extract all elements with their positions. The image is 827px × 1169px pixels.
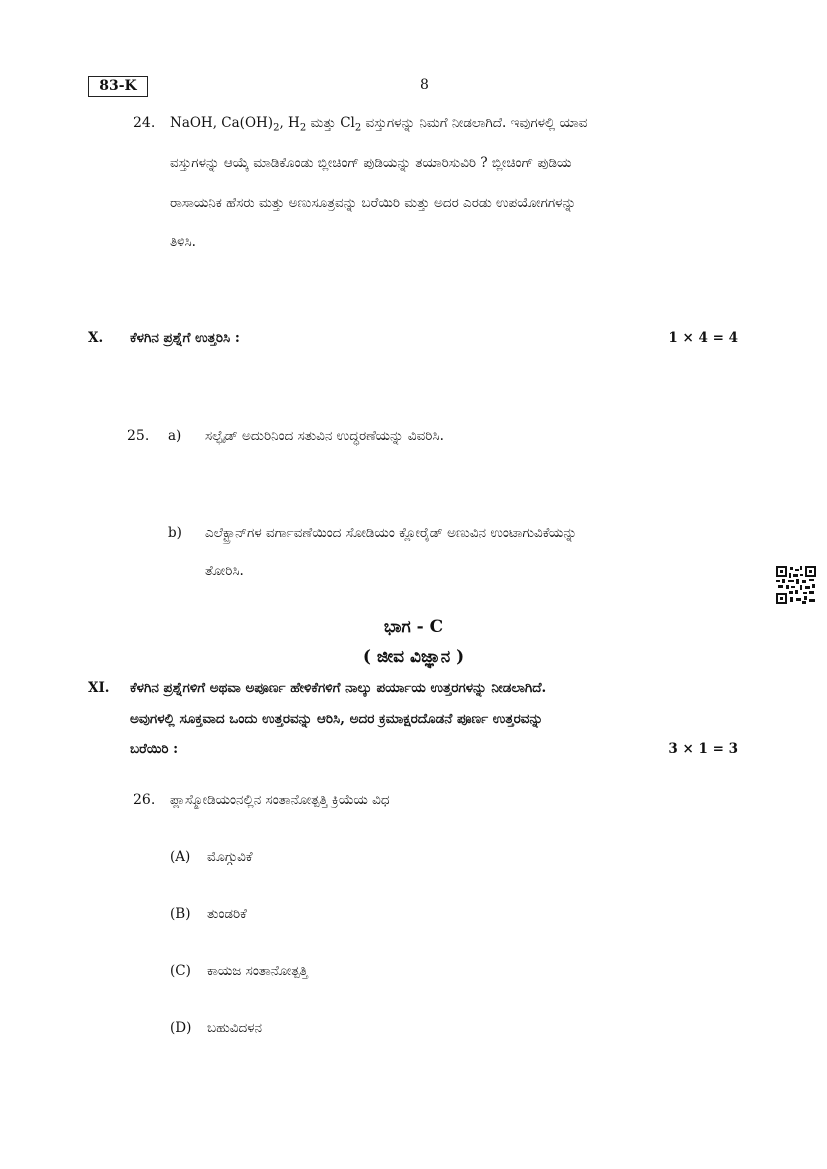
chem-h2: $H_2$: [288, 115, 307, 134]
page-number: 8: [420, 77, 429, 93]
section-xi-line-3: ಬರೆಯಿರಿ :: [130, 741, 179, 757]
section-xi-marks: 3 × 1 = 3: [668, 741, 738, 757]
question-25a-text: ಸಲ್ಫೈಡ್ ಅದುರಿನಿಂದ ಸತುವಿನ ಉದ್ಧರಣೆಯನ್ನು ವಿವರಿಸಿ.: [205, 428, 444, 444]
question-25b-label: b): [168, 525, 182, 541]
question-25-number: 25.: [127, 428, 150, 444]
question-25a-label: a): [168, 428, 182, 444]
question-24-line-3: ರಾಸಾಯನಿಕ ಹೆಸರು ಮತ್ತು ಅಣುಸೂತ್ರವನ್ನು ಬರೆಯಿರಿ ಮತ್ತು ಅದರ ಎರಡು ಉಪಯೋಗಗಳನ್ನು: [170, 195, 577, 211]
part-c-subtitle: ( ಜೀವ ವಿಜ್ಞಾನ ): [362, 647, 465, 667]
question-24-line-1-rest: ವಸ್ತುಗಳನ್ನು ನಿಮಗೆ ನೀಡಲಾಗಿದೆ. ಇವುಗಳಲ್ಲಿ ಯಾವ: [365, 115, 588, 131]
chem-caoh2: $Ca(OH)_2$,: [221, 115, 284, 134]
section-xi-line-2: ಅವುಗಳಲ್ಲಿ ಸೂಕ್ತವಾದ ಒಂದು ಉತ್ತರವನ್ನು ಆರಿಸಿ, ಅದರ ಕ್ರಮಾಕ್ಷರದೊಡನೆ ಪೂರ್ಣ ಉತ್ತರವನ್ನು: [130, 711, 544, 727]
option-a-label: (A): [170, 849, 191, 865]
option-b-text: ತುಂಡರಿಕೆ: [207, 906, 247, 922]
option-d-label: (D): [170, 1020, 192, 1036]
option-c-text: ಕಾಯಜ ಸಂತಾನೋತ್ಪತ್ತಿ: [207, 963, 308, 979]
chem-cl2: $Cl_2$: [340, 115, 362, 134]
section-x-label: X.: [88, 330, 104, 346]
qr-code-icon: [776, 566, 816, 604]
option-a-text: ಮೊಗ್ಗುವಿಕೆ: [207, 849, 253, 865]
section-x-marks: 1 × 4 = 4: [668, 330, 738, 346]
question-25b-line-1: ಎಲೆಕ್ಟ್ರಾನ್‌ಗಳ ವರ್ಗಾವಣೆಯಿಂದ ಸೋಡಿಯಂ ಕ್ಲೋರೈಡ್ ಅಣುವಿನ ಉಂಟಾಗುವಿಕೆಯನ್ನು: [205, 525, 577, 541]
option-b-label: (B): [170, 906, 191, 922]
question-26-number: 26.: [133, 792, 156, 808]
section-xi-label: XI.: [88, 680, 110, 696]
section-xi-line-1: ಕೆಳಗಿನ ಪ್ರಶ್ನೆಗಳಿಗೆ ಅಥವಾ ಅಪೂರ್ಣ ಹೇಳಿಕೆಗಳಿಗೆ ನಾಲ್ಕು ಪರ್ಯಾಯ ಉತ್ತರಗಳನ್ನು ನೀಡಲಾಗಿದೆ.: [130, 680, 547, 696]
question-24-line-2: ವಸ್ತುಗಳನ್ನು ಆಯ್ಕೆ ಮಾಡಿಕೊಂಡು ಬ್ಲೀಚಿಂಗ್ ಪುಡಿಯನ್ನು ತಯಾರಿಸುವಿರಿ ? ಬ್ಲೀಚಿಂಗ್ ಪುಡಿಯ: [170, 155, 572, 171]
question-24-line-4: ತಿಳಿಸಿ.: [170, 234, 196, 250]
option-d-text: ಬಹುವಿದಳನ: [207, 1020, 263, 1036]
option-c-label: (C): [170, 963, 191, 979]
part-c-title: ಭಾಗ - C: [383, 617, 444, 637]
question-25b-line-2: ತೋರಿಸಿ.: [205, 563, 244, 579]
question-26-text: ಪ್ಲಾಸ್ಮೋಡಿಯಂನಲ್ಲಿನ ಸಂತಾನೋತ್ಪತ್ತಿ ಕ್ರಿಯೆಯ ವಿಧ: [170, 792, 390, 808]
paper-code-box: 83-K: [88, 76, 148, 97]
chem-naoh: NaOH,: [170, 115, 217, 131]
section-x-title: ಕೆಳಗಿನ ಪ್ರಶ್ನೆಗೆ ಉತ್ತರಿಸಿ :: [130, 330, 240, 346]
question-24-number: 24.: [133, 115, 156, 131]
question-24-line-1: [170, 115, 587, 134]
word-mattu: ಮತ್ತು: [310, 115, 336, 131]
